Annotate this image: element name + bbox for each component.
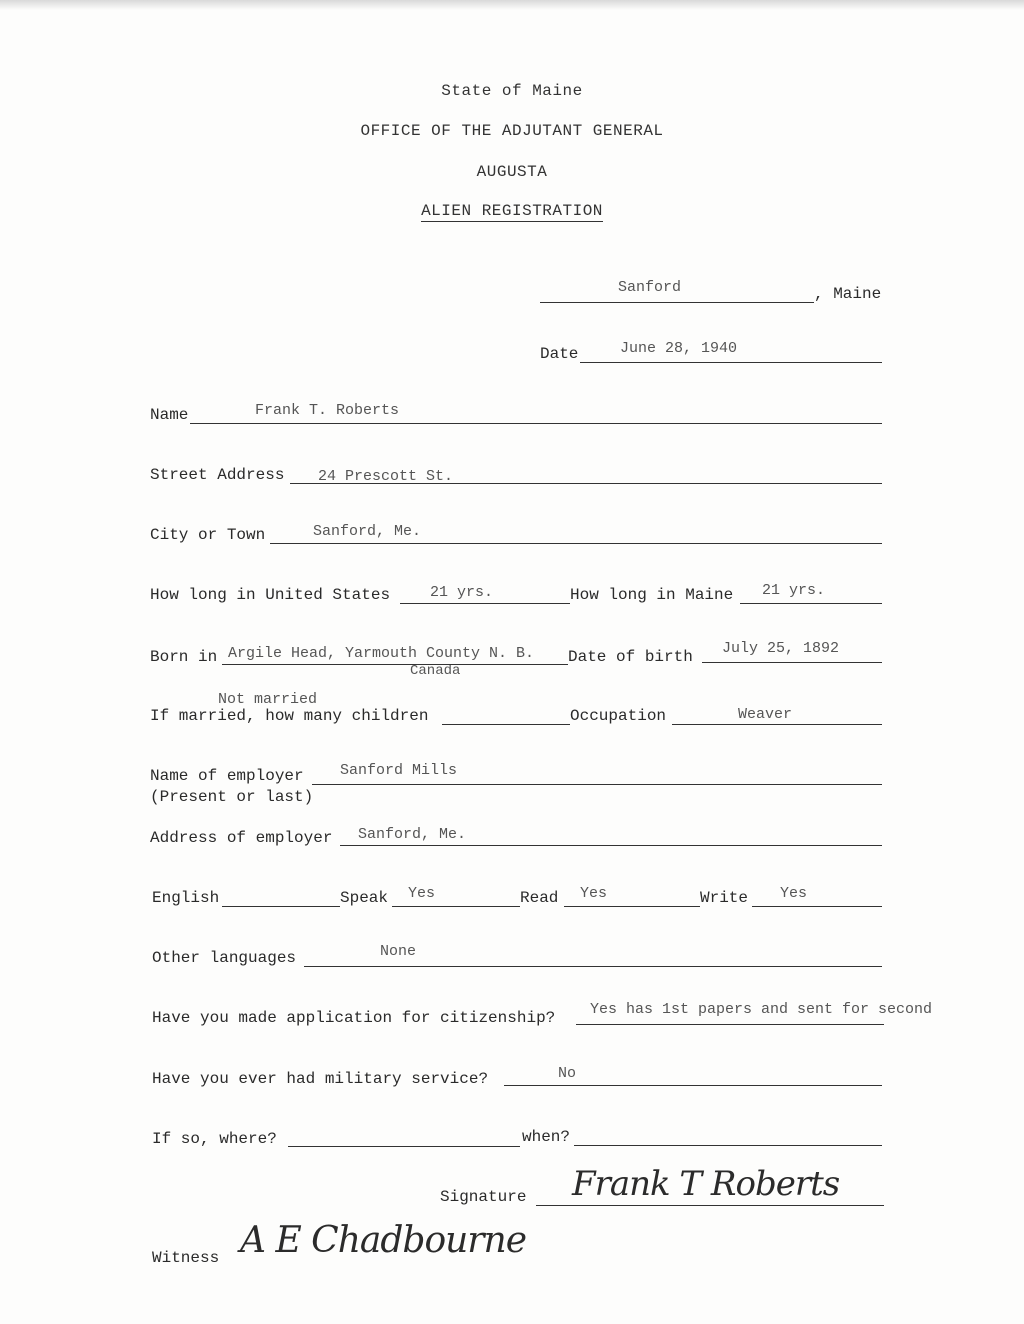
employer-value: Sanford Mills: [340, 762, 458, 779]
english-line: [222, 906, 340, 907]
header-city: AUGUSTA: [476, 163, 548, 181]
military-line: [504, 1085, 882, 1086]
other-languages-value: None: [380, 943, 417, 960]
street-line: [290, 483, 882, 484]
other-languages-line: [304, 966, 882, 967]
witness-handwriting: A E Chadbourne: [240, 1220, 527, 1261]
signature-label: Signature: [440, 1188, 527, 1206]
children-note: Not married: [218, 691, 318, 708]
citizenship-value: Yes has 1st papers and sent for second: [590, 1001, 933, 1018]
header-state: State of Maine: [441, 82, 583, 100]
maine-duration-label: How long in Maine: [570, 586, 734, 604]
city-line: [270, 543, 882, 544]
children-line: [442, 724, 570, 725]
witness-label: Witness: [152, 1249, 220, 1267]
name-value: Frank T. Roberts: [255, 402, 400, 419]
born-value: Argile Head, Yarmouth County N. B.: [228, 645, 535, 662]
header-title: ALIEN REGISTRATION: [421, 202, 603, 220]
date-value: June 28, 1940: [620, 340, 738, 357]
speak-line: [392, 906, 520, 907]
scan-edge: [0, 0, 1024, 10]
employer-address-label: Address of employer: [150, 829, 333, 847]
city-value: Sanford, Me.: [313, 523, 422, 540]
when-line: [574, 1145, 882, 1146]
city-label: City or Town: [150, 526, 266, 544]
occupation-line: [672, 724, 882, 725]
where-label: If so, where?: [152, 1130, 277, 1148]
dob-value: July 25, 1892: [722, 640, 840, 657]
other-languages-label: Other languages: [152, 949, 297, 967]
speak-label: Speak: [340, 889, 389, 907]
born-country-note: Canada: [410, 663, 461, 679]
english-label: English: [152, 889, 220, 907]
signature-line: [536, 1205, 884, 1206]
military-label: Have you ever had military service?: [152, 1070, 489, 1088]
children-label: If married, how many children: [150, 707, 429, 725]
employer-sub-label: (Present or last): [150, 788, 314, 806]
read-line: [564, 906, 700, 907]
when-label: when?: [522, 1128, 571, 1146]
employer-address-line: [340, 845, 882, 846]
location-town-value: Sanford: [618, 279, 682, 296]
location-line: [540, 302, 814, 303]
maine-duration-value: 21 yrs.: [762, 582, 826, 599]
date-label: Date: [540, 345, 579, 363]
street-value: 24 Prescott St.: [318, 468, 454, 485]
us-duration-value: 21 yrs.: [430, 584, 494, 601]
citizenship-line: [576, 1024, 884, 1025]
military-value: No: [558, 1065, 577, 1082]
dob-label: Date of birth: [568, 648, 693, 666]
employer-address-value: Sanford, Me.: [358, 826, 467, 843]
location-state-label: , Maine: [814, 285, 882, 303]
read-label: Read: [520, 889, 559, 907]
street-label: Street Address: [150, 466, 285, 484]
write-label: Write: [700, 889, 749, 907]
us-duration-line: [400, 603, 570, 604]
dob-line: [702, 662, 882, 663]
citizenship-label: Have you made application for citizenship?: [152, 1009, 556, 1027]
write-line: [752, 906, 882, 907]
date-line: [580, 362, 882, 363]
born-label: Born in: [150, 648, 218, 666]
employer-label: Name of employer: [150, 767, 304, 785]
occupation-label: Occupation: [570, 707, 667, 725]
us-duration-label: How long in United States: [150, 586, 391, 604]
where-line: [288, 1146, 520, 1147]
header-office: OFFICE OF THE ADJUTANT GENERAL: [360, 122, 664, 140]
speak-value: Yes: [408, 885, 436, 902]
read-value: Yes: [580, 885, 608, 902]
employer-line: [312, 784, 882, 785]
born-line: [222, 664, 568, 665]
name-line: [190, 423, 882, 424]
write-value: Yes: [780, 885, 808, 902]
occupation-value: Weaver: [738, 706, 793, 723]
name-label: Name: [150, 406, 189, 424]
maine-duration-line: [740, 603, 882, 604]
signature-handwriting: Frank T Roberts: [572, 1164, 840, 1204]
